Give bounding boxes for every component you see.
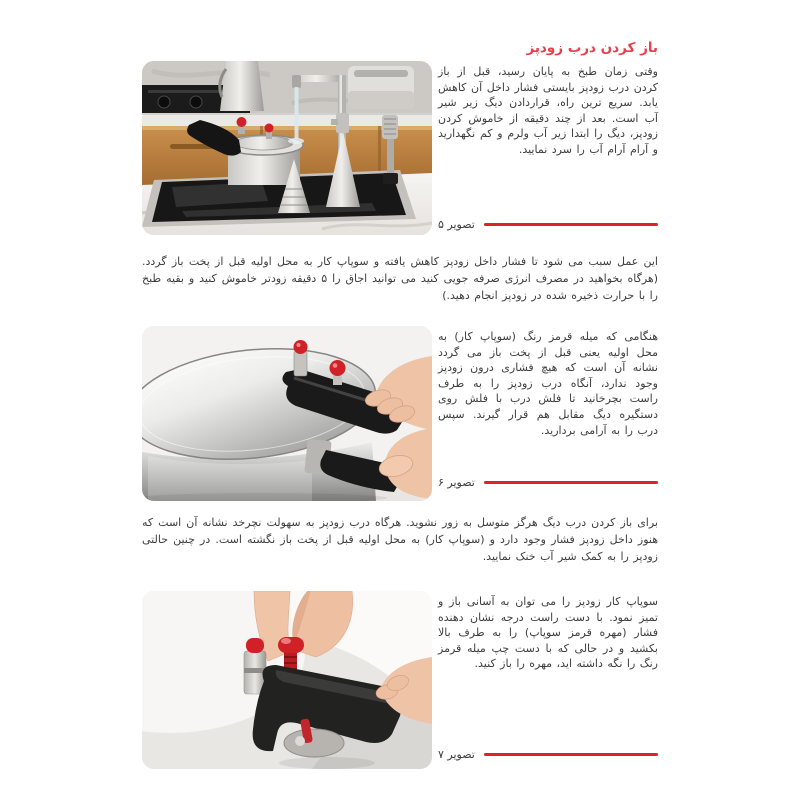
- spacer: [438, 158, 658, 218]
- red-indicator-knob: [265, 124, 274, 133]
- figure-7-caption-row: [438, 748, 658, 769]
- open-lid-text-column: [438, 326, 658, 501]
- caption-rule: [484, 223, 658, 226]
- section-cooling: [142, 40, 658, 235]
- water-stream: [295, 87, 299, 139]
- caption-rule: [484, 481, 658, 484]
- paragraph-pressure-drop: این عمل سبب می شود تا فشار داخل زودپز کاهش یافته و سوپاپ کار به محل اولیه قبل از پخت باز گردد. (هرگاه بخواهید در مصرف انرژی صرفه جویی کنید می توانید اجاق را ۵ دقیقه زودتر خاموش کنید و بقیه طبخ را با حرارت ذخیره شده در زودپز انجام دهید.): [142, 255, 659, 302]
- figure-7-photo: [142, 591, 432, 769]
- spacer: [438, 672, 658, 748]
- figure-5-caption-row: [438, 218, 658, 235]
- toaster-icon: [348, 66, 414, 109]
- page-title: باز کردن درب زودپز: [526, 40, 658, 56]
- kitchen-sink-illustration: [142, 61, 432, 235]
- kettle-icon: [220, 61, 264, 111]
- section-valve-cleaning: [142, 591, 658, 769]
- paragraph-valve-cleaning: سوپاپ کار زودپز را می توان به آسانی باز و تمیز نمود. با دست راست درجه نشان دهنده فشار (مهره قرمز سوپاپ) را به طرف بالا بکشید و در حالی که با دست چپ میله قرمز رنگ را نگه داشته اید، مهره را باز کنید.: [438, 595, 658, 671]
- paragraph-open-lid: هنگامی که میله قرمز رنگ (سوپاپ کار) به محل اولیه یعنی قبل از پخت باز می گردد نشانه آن است که هیچ فشاری درون زودپز وجود ندارد، آنگاه درب زودپز را به طرف راست بچرخانید تا فلش درب با فلش روی دستگیره دیگ مقابل هم قرار گیرند. سپس درب را به آرامی بردارید.: [438, 330, 658, 437]
- section-open-lid: [142, 326, 658, 501]
- caption-rule: [484, 753, 658, 756]
- figure-6-caption: تصویر ۶: [438, 476, 475, 489]
- figure-6-caption-row: [438, 476, 658, 501]
- intro-text-column: [438, 40, 658, 235]
- paragraph-cooling: وقتی زمان طبخ به پایان رسید، قبل از باز کردن درب زودپز بایستی فشار داخل آن کاهش یابد. سریع ترین راه، قراردادن دیگ زیر شیر آب است. بعد از چند دقیقه از خاموش کردن زودپز، دیگ را ابتدا زیر آب ولرم و کم نگهدارید و آرام آرام آب را سرد نمایید.: [438, 65, 658, 156]
- spacer: [438, 438, 658, 476]
- opening-lid-illustration: [142, 326, 432, 501]
- valve-removal-illustration: [142, 591, 432, 769]
- red-valve-knob: [237, 117, 247, 127]
- valve-text-column: [438, 591, 658, 769]
- figure-5-caption: تصویر ۵: [438, 218, 475, 231]
- figure-6-photo: [142, 326, 432, 501]
- figure-7-caption: تصویر ۷: [438, 748, 475, 761]
- paragraph-never-force: برای باز کردن درب دیگ هرگز متوسل به زور نشوید. هرگاه درب زودپز به سهولت نچرخد نشانه آن است که هنوز داخل زودپز فشار وجود دارد و (سوپاپ کار) به محل اولیه قبل از پخت باز نگشته است. در چنین حالتی زودپز را به کمک شیر آب خنک نمایید.: [142, 516, 658, 563]
- operating-valve-icon: [294, 340, 308, 376]
- page-content: [142, 40, 658, 769]
- figure-5-photo: [142, 61, 432, 235]
